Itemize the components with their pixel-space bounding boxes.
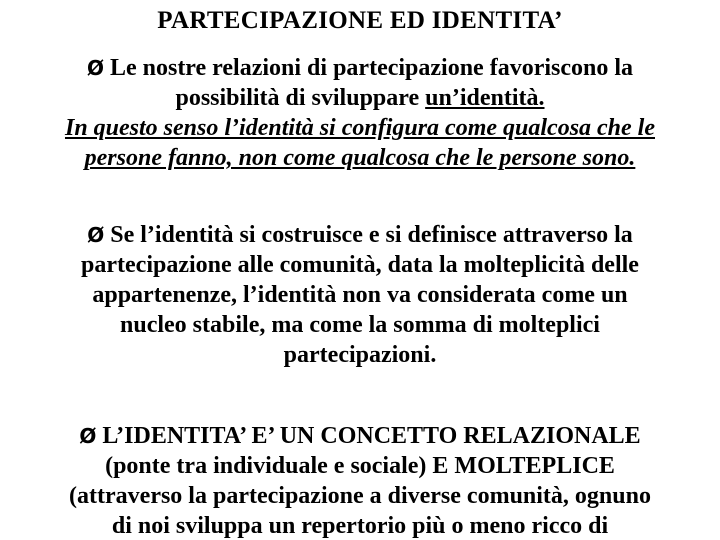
- bullet-2-line-3: appartenenze, l’identità non va considerata come un: [92, 282, 628, 308]
- bullet-2-line-2: partecipazione alle comunità, data la molteplicità delle: [81, 252, 639, 278]
- bullet-1-line-1: [10, 53, 710, 83]
- bullet-1-underlined-identity: un’identità.: [425, 85, 545, 111]
- slide-title: PARTECIPAZIONE ED IDENTITA’: [157, 7, 563, 34]
- arrow-bullet-icon: Ø: [87, 223, 105, 247]
- bullet-1-text-1: Le nostre relazioni di partecipazione favoriscono la: [109, 55, 634, 81]
- bullet-2-line-1: [10, 220, 710, 250]
- bullet-3-line-2: (ponte tra individuale e sociale) E MOLTEPLICE: [105, 453, 615, 479]
- bullet-2-line-5: partecipazioni.: [283, 342, 437, 368]
- bullet-2-line-4: nucleo stabile, ma come la somma di molteplici: [120, 312, 600, 338]
- bullet-1-text-2: possibilità di sviluppare: [175, 85, 426, 111]
- bullet-1-line-2: [10, 83, 710, 113]
- bullet-2-text-1: Se l’identità si costruisce e si definisce attraverso la: [110, 222, 633, 248]
- arrow-bullet-icon: Ø: [86, 56, 104, 80]
- bullet-3-text-1: L’IDENTITA’ E’ UN CONCETTO RELAZIONALE: [102, 423, 641, 449]
- bullet-3-line-3: (attraverso la partecipazione a diverse comunità, ognuno: [69, 483, 651, 509]
- bullet-1-italic-line-2: persone fanno, non come qualcosa che le persone sono.: [84, 145, 636, 171]
- arrow-bullet-icon: Ø: [79, 424, 97, 448]
- bullet-1-italic-line-1: In questo senso l’identità si configura come qualcosa che le: [64, 115, 655, 141]
- bullet-3-line-4: di noi sviluppa un repertorio più o meno ricco di: [111, 513, 609, 539]
- bullet-block-1: [10, 53, 710, 173]
- bullet-3-line-1: [10, 421, 710, 451]
- bullet-block-2: [10, 220, 710, 370]
- bullet-block-3: [10, 421, 710, 540]
